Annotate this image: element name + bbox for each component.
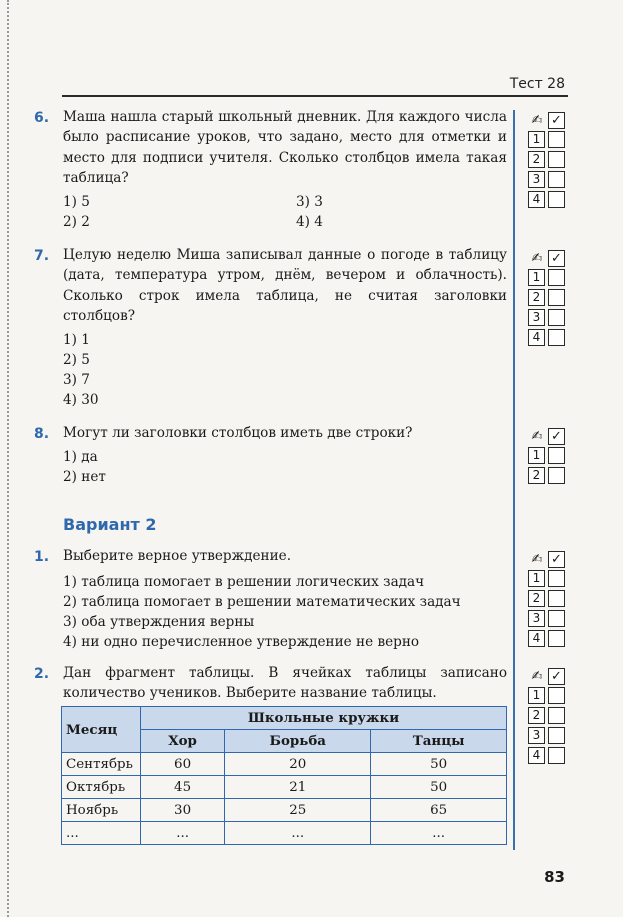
- table-cell: 60: [141, 753, 225, 776]
- answer-grid-q7: [528, 248, 570, 349]
- answer-grid-q6: [528, 110, 570, 211]
- question-7-option-2[interactable]: 2) 5: [63, 352, 90, 368]
- table-row: [62, 799, 507, 822]
- answer-label: 4: [528, 630, 545, 647]
- check-icon: ✓: [548, 250, 565, 267]
- table-cell: Ноябрь: [62, 799, 141, 822]
- table-cell: 21: [225, 776, 371, 799]
- table-cell: ...: [225, 822, 371, 845]
- answer-label: 1: [528, 447, 545, 464]
- answer-box[interactable]: [548, 131, 565, 148]
- question-7-option-3[interactable]: 3) 7: [63, 372, 90, 388]
- answer-box[interactable]: [548, 727, 565, 744]
- table-cell: ...: [141, 822, 225, 845]
- answer-label: 2: [528, 151, 545, 168]
- v2-question-1-option-2[interactable]: 2) таблица помогает в решении математических задач: [63, 594, 461, 610]
- question-8-text: Могут ли заголовки столбцов иметь две строки?: [63, 425, 413, 441]
- pencil-icon: ✍: [531, 250, 543, 266]
- table-header-col-3: Танцы: [371, 730, 507, 753]
- answer-box[interactable]: [548, 151, 565, 168]
- table-row: [62, 822, 507, 845]
- answer-label: 1: [528, 269, 545, 286]
- answer-label: 2: [528, 590, 545, 607]
- answer-label: 3: [528, 309, 545, 326]
- answer-label: 4: [528, 329, 545, 346]
- check-icon: ✓: [548, 112, 565, 129]
- check-icon: ✓: [548, 428, 565, 445]
- table-cell: ...: [371, 822, 507, 845]
- answer-box[interactable]: [548, 687, 565, 704]
- page-number: 83: [544, 868, 565, 886]
- answer-box[interactable]: [548, 447, 565, 464]
- question-8-number: 8.: [34, 426, 50, 442]
- table-header-col-2: Борьба: [225, 730, 371, 753]
- table-cell: 50: [371, 776, 507, 799]
- pencil-icon: ✍: [531, 112, 543, 128]
- answer-box[interactable]: [548, 570, 565, 587]
- test-label: Тест 28: [509, 76, 565, 92]
- table-cell: Сентябрь: [62, 753, 141, 776]
- check-icon: ✓: [548, 551, 565, 568]
- variant-title: Вариант 2: [63, 515, 157, 534]
- answer-grid-v2-q2: [528, 666, 570, 767]
- answer-label: 2: [528, 467, 545, 484]
- table-cell: 65: [371, 799, 507, 822]
- table-cell: 45: [141, 776, 225, 799]
- v2-question-1-option-4[interactable]: 4) ни одно перечисленное утверждение не верно: [63, 634, 420, 650]
- v2-question-2-number: 2.: [34, 666, 50, 682]
- answer-box[interactable]: [548, 747, 565, 764]
- v2-question-1-option-3[interactable]: 3) оба утверждения верны: [63, 614, 255, 630]
- answer-box[interactable]: [548, 467, 565, 484]
- answer-label: 3: [528, 727, 545, 744]
- table-cell: Октябрь: [62, 776, 141, 799]
- answer-label: 3: [528, 171, 545, 188]
- v2-question-2-text: Дан фрагмент таблицы. В ячейках таблицы записано количество учеников. Выберите название таблицы.: [63, 665, 507, 702]
- answer-box[interactable]: [548, 191, 565, 208]
- table-header-month: Месяц: [62, 707, 141, 753]
- question-8-option-2[interactable]: 2) нет: [63, 469, 106, 485]
- table-cell: ...: [62, 822, 141, 845]
- answer-label: 1: [528, 687, 545, 704]
- question-6-option-4[interactable]: 4) 4: [296, 214, 323, 230]
- answer-box[interactable]: [548, 309, 565, 326]
- v2-question-1-option-1[interactable]: 1) таблица помогает в решении логических задач: [63, 574, 425, 590]
- table-cell: 50: [371, 753, 507, 776]
- answer-box[interactable]: [548, 329, 565, 346]
- answer-label: 4: [528, 191, 545, 208]
- answer-label: 1: [528, 131, 545, 148]
- answer-box[interactable]: [548, 289, 565, 306]
- question-7-number: 7.: [34, 248, 50, 264]
- pencil-icon: ✍: [531, 551, 543, 567]
- table-cell: 20: [225, 753, 371, 776]
- question-6-option-3[interactable]: 3) 3: [296, 194, 323, 210]
- answer-box[interactable]: [548, 610, 565, 627]
- pencil-icon: ✍: [531, 428, 543, 444]
- answer-label: 2: [528, 289, 545, 306]
- answer-grid-v2-q1: [528, 549, 570, 650]
- question-7-option-4[interactable]: 4) 30: [63, 392, 99, 408]
- answer-column-rule: [513, 110, 515, 850]
- check-icon: ✓: [548, 668, 565, 685]
- question-6-number: 6.: [34, 110, 50, 126]
- table-header-col-1: Хор: [141, 730, 225, 753]
- question-6-option-2[interactable]: 2) 2: [63, 214, 90, 230]
- v2-question-1-number: 1.: [34, 549, 50, 565]
- table-cell: 25: [225, 799, 371, 822]
- school-clubs-table: [61, 706, 507, 845]
- answer-label: 1: [528, 570, 545, 587]
- answer-box[interactable]: [548, 630, 565, 647]
- answer-box[interactable]: [548, 269, 565, 286]
- header-rule: [62, 95, 568, 97]
- answer-grid-q8: [528, 426, 570, 487]
- question-8-option-1[interactable]: 1) да: [63, 449, 98, 465]
- question-7-option-1[interactable]: 1) 1: [63, 332, 90, 348]
- question-6-option-1[interactable]: 1) 5: [63, 194, 90, 210]
- answer-label: 4: [528, 747, 545, 764]
- binding-margin: [7, 0, 9, 917]
- answer-label: 3: [528, 610, 545, 627]
- question-7-text: Целую неделю Миша записывал данные о погоде в таблицу (дата, температура утром, днём, вечером и облачность). Сколько строк имела таблица, не считая заголовки столбцов?: [63, 247, 507, 325]
- answer-label: 2: [528, 707, 545, 724]
- table-row: [62, 776, 507, 799]
- answer-box[interactable]: [548, 171, 565, 188]
- table-row: [62, 753, 507, 776]
- question-6-text: Маша нашла старый школьный дневник. Для каждого числа было расписание уроков, что задано, место для отметки и место для подписи учителя. Сколько столбцов имела такая таблица?: [63, 109, 507, 187]
- answer-box[interactable]: [548, 707, 565, 724]
- pencil-icon: ✍: [531, 668, 543, 684]
- table-cell: 30: [141, 799, 225, 822]
- table-header-group: Школьные кружки: [141, 707, 507, 730]
- answer-box[interactable]: [548, 590, 565, 607]
- v2-question-1-text: Выберите верное утверждение.: [63, 548, 292, 564]
